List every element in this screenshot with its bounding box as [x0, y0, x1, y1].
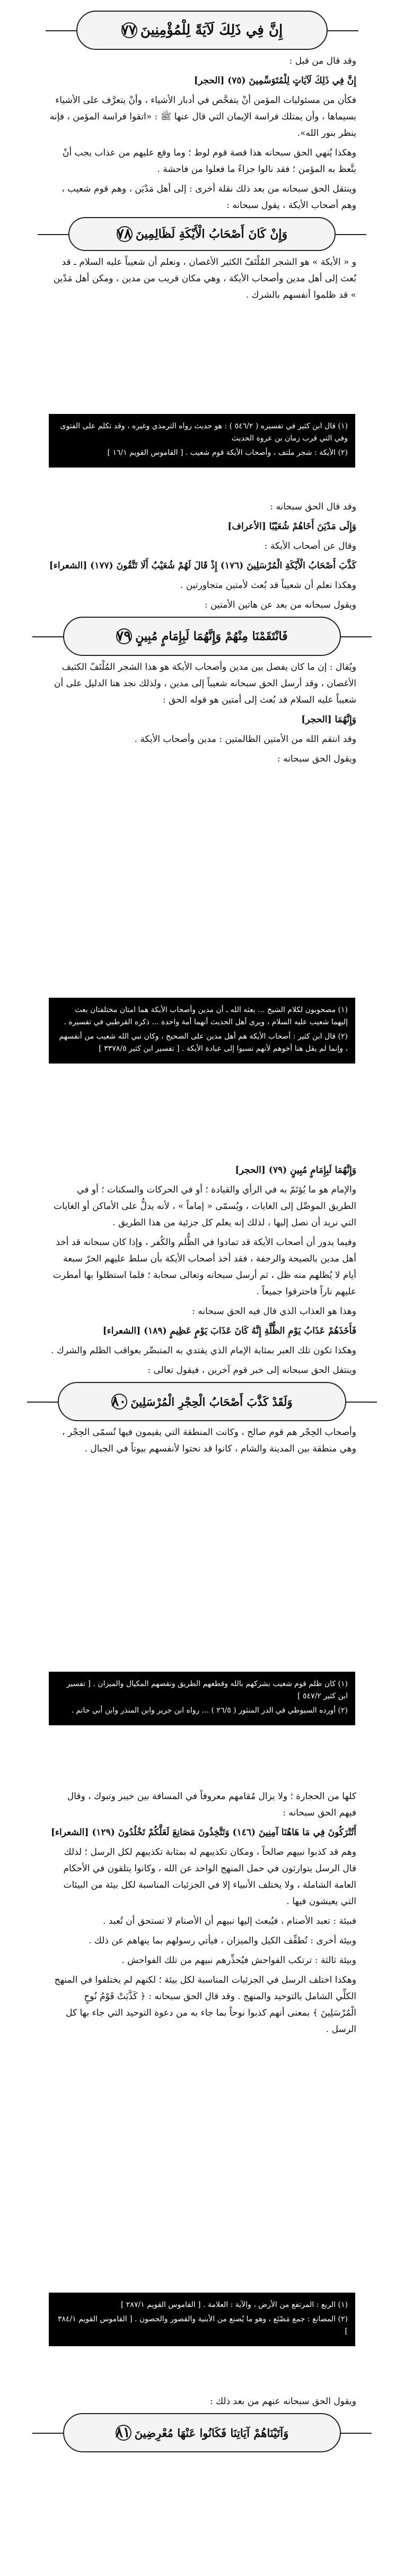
paragraph: والإمام هو ما يُؤتَمّ به في الرأي والقيادة ؛ أو في الحركات والسكنات ؛ أو في الطريق الموصِّل إلى الغايات ، ويُسمّى « إماماً » ، لأنه يدلُّ على الأماكن أو الغايات التي نريد أن نصل إليها ، لذلك إنه يعلم كل جزئية من هذا الطريق . — [54, 1185, 356, 1228]
page-5 — [0, 2362, 404, 2576]
verse-number: ٨١ — [115, 2425, 130, 2441]
verse-banner — [76, 11, 328, 50]
page-1-content — [48, 11, 356, 307]
paragraph: وينتقل الحق سبحانه من بعد ذلك نقلة أخرى : إلى أهل مَدْيَن ، وهم قوم شعيب ، وهم أصحاب الأيكة ، يقول سبحانه : — [62, 184, 356, 211]
paragraph: كلها من الحجارة ؛ ولا يزال مُقامهم معروفاً في المسافة بين خيبر وتبوك ، وقال فيهم الحق سبحانه : — [67, 1791, 356, 1818]
verse-number: ٨٠ — [111, 1394, 127, 1410]
verse-banner-text: وَلَقَدْ كَذَّبَ أَصْحَابُ الْحِجْرِ الْمُرْسَلِينَ — [130, 1395, 293, 1408]
verse-number: ٧٩ — [116, 628, 131, 644]
paragraph: ويقول الحق سبحانه عنهم من بعد ذلك : — [209, 2396, 356, 2407]
paragraph: وقد انتقم الله من الأمتين الظالمتين : مدين وأصحاب الأيكة . — [134, 734, 356, 745]
paragraph: وقال عن أصحاب الأيكة : — [264, 541, 356, 551]
footnotes — [49, 998, 355, 1064]
page-4 — [0, 1767, 404, 2362]
page-2 — [0, 478, 404, 1141]
verse-banner-text: إِنَّ فِي ذَلِكَ لَآيَةً لِلْمُؤْمِنِينَ — [140, 22, 283, 38]
page-3-content — [48, 1162, 356, 1460]
footnote: (١) الربع : المرتفع من الأرض ، والآية : العلامة . [ القاموس القويم ٢٨٧/١ ] — [120, 2301, 348, 2309]
verse-number: ٧٧ — [121, 22, 136, 38]
paragraph: وهكذا اختلف الرسل في الجزئيات المناسبة لكل بيئة ؛ لكنهم لم يختلفوا في المنهج الكلِّي الشامل بالتوحيد والمنهج . وقد قال الحق سبحانه : ﴿ كَذَّبَتْ قَوْمُ نُوحٍ الْمُرْسَلِينَ ﴾ بمعنى أنهم كذبوا نوحاً بما جاء به من دعوة التوحيد التي جاء بها كل الرسل . — [54, 1975, 356, 2035]
footnotes — [49, 1672, 355, 1725]
quoted-verse: أَتُتْرَكُونَ فِي مَا هَاهُنَا آمِنِينَ (١٤٦) وَتَتَّخِذُونَ مَصَانِعَ لَعَلَّكُمْ تَخْلُدُونَ (١٢٩) [الشعراء] — [50, 1827, 356, 1838]
page-2-content — [48, 499, 356, 771]
verse-banner-text: وَإِنْ كَانَ أَصْحَابُ الْأَيْكَةِ لَظَالِمِينَ — [135, 227, 288, 241]
footnotes — [49, 414, 355, 468]
verse-banner-text: وَآتَيْنَاهُمْ آيَاتِنَا فَكَانُوا عَنْهَا مُعْرِضِينَ — [134, 2426, 289, 2440]
quoted-verse: وَإِنَّهُمَا [الحجر] — [301, 714, 356, 725]
paragraph: فبيئة : تعبد الأصنام ، فيُبعث إليها نبيهم أن الأصنام لا تستحق أن تُعبد . — [102, 1916, 356, 1926]
page-5-content — [48, 2393, 356, 2456]
paragraph: وبيئة ثالثة : ترتكب الفواحش فيُحذِّرهم نبيهم من تلك الفواحش . — [121, 1955, 356, 1966]
page-4-content — [48, 1788, 356, 2041]
quoted-verse: كَذَّبَ أَصْحَابُ الْأَيْكَةِ الْمُرْسَلِينَ (١٧٦) إِذْ قَالَ لَهُمْ شُعَيْبٌ أَلَا تَتَّقُونَ (١٧٧) [الشعراء] — [49, 560, 356, 571]
paragraph: ويقول سبحانه من بعد عن هاتين الأمتين : — [204, 600, 356, 610]
paragraph: وهكذا نعلم أن شعيباً قد بُعث لأمتين متجاورتين . — [180, 580, 356, 591]
paragraph: وهذا هو العذاب الذي قال فيه الحق سبحانه : — [192, 1306, 356, 1317]
quoted-verse: وَإِنَّهُمَا لَبِإِمَامٍ مُبِينٍ (٧٩) [الحجر] — [235, 1165, 356, 1175]
footnote: (٢) قال ابن كثير : أصحاب الأيكة هم أهل مدين على الصحيح ، وكان نبي الله شعيب من أنفسهم ، وإنما لم يقل هنا أخوهم لأنهم نسبوا إلى عبادة الأيكة . [ تفسير ابن كثير ٣٣٧٨/٥ ] — [59, 1032, 348, 1053]
page-3 — [0, 1141, 404, 1767]
paragraph: وفيما يدور أن أصحاب الأيكة قد تمادوا في الظُّلم والكُفر ، وإذا كان سبحانه قد أخذ أهل مدين بالصيحة والرجفة ، فقد أخذ أصحاب الأيكة بأن سلط عليهم الحرّ سبعة أيام لا يُظلهم منه ظل ، ثم أرسل سبحانه وتعالى سحابة ؛ فلما استظلوا بها أمطرت عليهم ناراً فاحترقوا جميعاً . — [52, 1237, 356, 1297]
footnote: (٢) الأيكة : شجر ملتف ، وأصحاب الأيكة قوم شعيب . [ القاموس القويم ١٦/١ ] — [107, 448, 348, 457]
paragraph: فكأن من مسئوليات المؤمن أنْ يتفحَّص في أدبار الأشياء ، وأنْ يتعرَّف على الأشياء بسيماها ، وأن يمتلك فراسة الإيمان التي قال عنها ﷺ : «اتقوا فراسة المؤمن ، فإنه ينظر بنور الله». — [49, 95, 356, 139]
verse-banner — [63, 617, 341, 656]
quoted-verse: وَإِلَى مَدْيَنَ أَخَاهُمْ شُعَيْبًا [الأعراف] — [227, 521, 356, 532]
quoted-verse: إِنَّ فِي ذَلِكَ لَآيَاتٍ لِلْمُتَوَسِّمِينَ (٧٥) [الحجر] — [194, 75, 356, 86]
paragraph: وقد قال الحق سبحانه : — [270, 502, 356, 512]
verse-banner — [58, 1382, 346, 1421]
paragraph: وقد قال من قبل : — [289, 56, 356, 66]
paragraph: وهكذا يُنهي الحق سبحانه هذا قصة قوم لوط ؛ وما وقع عليهم من عذاب يجب أنْ يتَّعظ به المؤمن ؛ فقد نالوا جزاءً ما فعلوا من فاحشة . — [62, 148, 356, 175]
verse-banner — [63, 2413, 341, 2452]
verse-number: ٧٨ — [116, 226, 131, 242]
footnotes — [49, 2293, 355, 2346]
paragraph: وهكذا تكون تلك العبر بمثابة الإمام الذي يقتدي به المتبصِّر بعواقب الظلم والشرك . — [51, 1345, 356, 1356]
footnote: (١) مصحوبون لكلام الشيخ ... بعثه الله ـ أن مدين وأصحاب الأيكة هما امتان مختلفتان بعث إليهما شعيب عليه السلام ، ويرى أهل الحديث أنهما أمة واحدة ... ذكره القرطبي في تفسيره . — [64, 1006, 348, 1026]
quoted-verse: فَأَخَذَهُمْ عَذَابُ يَوْمِ الظُّلَّةِ إِنَّهُ كَانَ عَذَابَ يَوْمٍ عَظِيمٍ (١٨٩) [الشعراء] — [102, 1326, 356, 1336]
paragraph: وهم قد كذبوا نبيهم صالحاً ، ومكان تكذيبهم له بمثابة تكذيبهم لكل الرسل ؛ لذلك قال الرسل يتوارثون في حمل المنهج الواحد عن الله ، وكانوا يتلقون في الأحكام العامة الشاملة ، ولا يختلف الأنبياء إلا في الجزئيات المناسبة لكل بيئة من البيئات التي يعيشون فيها . — [63, 1847, 356, 1907]
footnote: (١) كان ظلم قوم شعيب بشركهم بالله وقطعهم الطريق ونقصهم المكيال والميزان . [ تفسير ابن كثير ٥٤٧/٢ ] — [66, 1680, 348, 1700]
footnote: (٢) المصانع : جمع مَصْنَع ، وهو ما يُصنع من الأبنية والقصور والحصون . [ القاموس القويم ٣٨٤/١ ] — [57, 2315, 348, 2336]
paragraph: وينتقل الحق سبحانه إلى خبر قوم آخرين ، فيقول تعالى : — [147, 1365, 356, 1376]
page-1 — [0, 0, 404, 478]
paragraph: ويُقال : إن ما كان يفصل بين مدين وأصحاب الأيكة هو هذا الشجر المُلْتَفّ الكثيف الأغصان ، وقد أرسل الحق سبحانه شعيباً إلى مدين ، ولذلك نجد هنا الدليل على أن شعيباً عليه السلام قد بُعث إلى أمتين هو قوله الحق : — [54, 662, 356, 705]
verse-banner-text: فَانْتَقَمْنَا مِنْهُمْ وَإِنَّهُمَا لَبِإِمَامٍ مُبِينٍ — [135, 629, 288, 643]
paragraph: و « الأيكة » هو الشجر المُلْتَفّ الكثير الأغصان ، ونعلم أن شعيباً عليه السلام ـ قد بُعث إلى أهل مدين وأصحاب الأيكة ، وهي مكان قريب من مدين ، ومكن أهل مَدْين » قد ظلموا أنفسهم بالشرك . — [53, 257, 356, 300]
footnote: (١) قال ابن كثير في تفسيره ( ٥٤٦/٢ ) : هو حديث رواه الترمذي وغيره ، وقد تكلم على الفتوى وفي التي قرب زمان بن عروة الحديث — [60, 422, 348, 443]
paragraph: ويقول الحق سبحانه : — [277, 754, 356, 764]
verse-banner — [68, 217, 336, 251]
paragraph: وبيئة أخرى : تُطفِّف الكيل والميزان ، فيأتي رسولهم بما ينهاهم عن ذلك . — [89, 1935, 356, 1946]
footnote: (٢) أورده السيوطي في الدر المنثور ( ٢٦/٥ ) ... رواه ابن جرير وابن المنذر وابن أبي حاتم . — [71, 1706, 348, 1715]
paragraph: وأصحاب الحِجْر هم قوم صالح ، وكانت المنطقة التي يقيمون فيها تُسمّى الحِجْر ، وهي منطقة بين المدينة والشام ، كانوا قد نحتوا لأنفسهم بيوتاً في الجبال . — [62, 1427, 356, 1454]
